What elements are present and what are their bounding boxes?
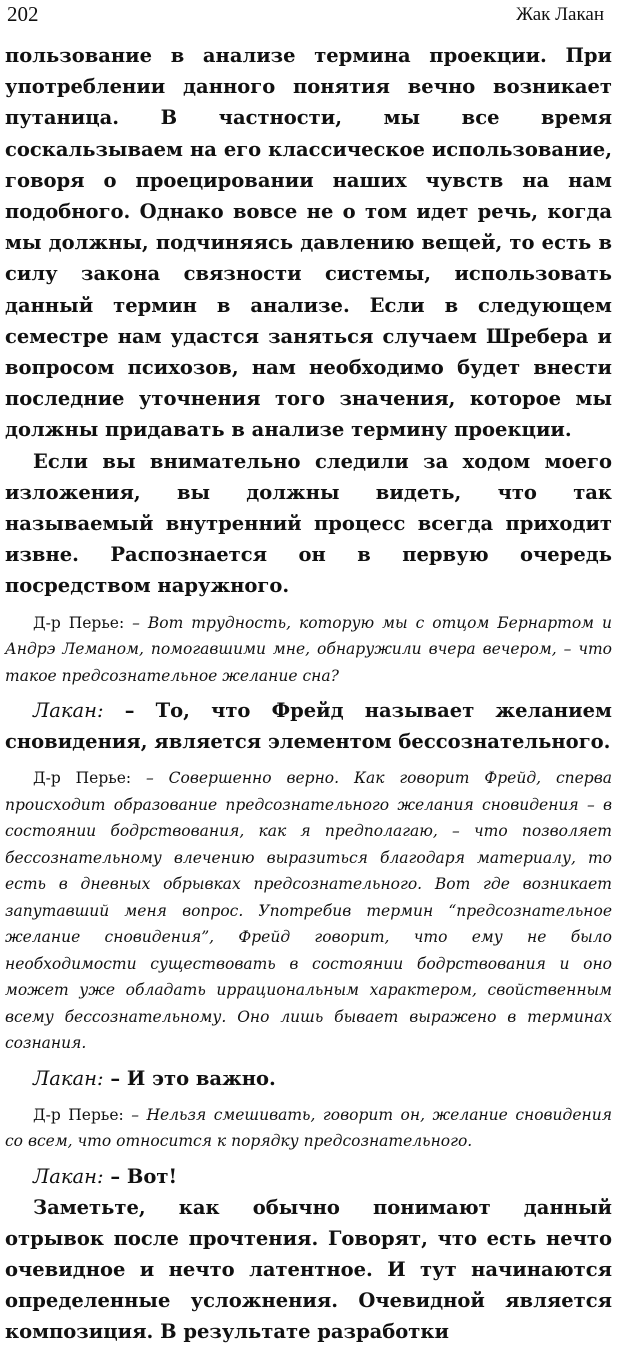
speaker-name: Д-р Перье: (33, 769, 132, 788)
perrier-remark (5, 765, 612, 1057)
reply-text: – То, что Фрейд называет желанием сновидения, является элементом бессознательного. (5, 699, 612, 754)
page-number: 202 (7, 2, 39, 26)
running-head: Жак Лакан (516, 4, 604, 25)
remark-text: – Вот трудность, которую мы с отцом Бернартом и Андрэ Леманом, помогавшими мне, обнаружили вчера вечером, – что такое предсознательное желание сна? (5, 613, 612, 685)
body-paragraph: Заметьте, как обычно понимают данный отрывок после прочтения. Говорят, что есть нечто очевидное и нечто латентное. И тут начинаются определенные усложнения. Очевидной является композиция. В результате разработки (5, 1195, 612, 1344)
body-paragraph: пользование в анализе термина проекции. При употреблении данного понятия вечно возникает путаница. В частности, мы все время соскальзываем на его классическое использование, говоря о проецировании наших чувств на нам подобного. Однако вовсе не о том идет речь, когда мы должны, подчиняясь давлению вещей, то есть в силу закона связности системы, использовать данный термин в анализе. Если в следующем семестре нам удастся заняться случаем Шребера и вопросом психозов, нам необходимо будет внести последние уточнения того значения, которое мы должны придавать в анализе термину проекции. (5, 44, 612, 442)
body-paragraph: Если вы внимательно следили за ходом моего изложения, вы должны видеть, что так называемый внутренний процесс всегда приходит извне. Распознается он в первую очередь посредством наружного. (5, 449, 612, 598)
lacan-reply (5, 1161, 612, 1192)
remark-text: – Совершенно верно. Как говорит Фрейд, сперва происходит образование предсознательного желания сновидения – в состоянии бодрствования, как я предполагаю, – что позволяет бессознательному влечению выразиться благодаря материалу, то есть в дневных обрывках предсознательного. Вот где возникает запутавший меня вопрос. Употребив термин “предсознательное желание сновидения”, Фрейд говорит, что ему не было необходимости существовать в состоянии бодрствования и оно может уже обладать иррациональным характером, свойственным всему бессознательному. Оно лишь бывает выражено в терминах сознания. (5, 769, 612, 1053)
speaker-name: Лакан: (33, 1066, 104, 1090)
perrier-remark (5, 1102, 612, 1155)
page-header (5, 0, 612, 40)
reply-text: – И это важно. (103, 1066, 276, 1090)
speaker-name: Лакан: (33, 699, 104, 723)
speaker-name: Д-р Перье: (33, 1105, 124, 1124)
reply-text: – Вот! (103, 1164, 178, 1188)
speaker-name: Д-р Перье: (33, 613, 125, 632)
remark-text: – Нельзя смешивать, говорит он, желание сновидения со всем, что относится к порядку предсознательного. (5, 1105, 612, 1151)
lacan-reply (5, 695, 612, 757)
perrier-remark (5, 610, 612, 690)
speaker-name: Лакан: (33, 1164, 104, 1188)
lacan-reply (5, 1063, 612, 1094)
